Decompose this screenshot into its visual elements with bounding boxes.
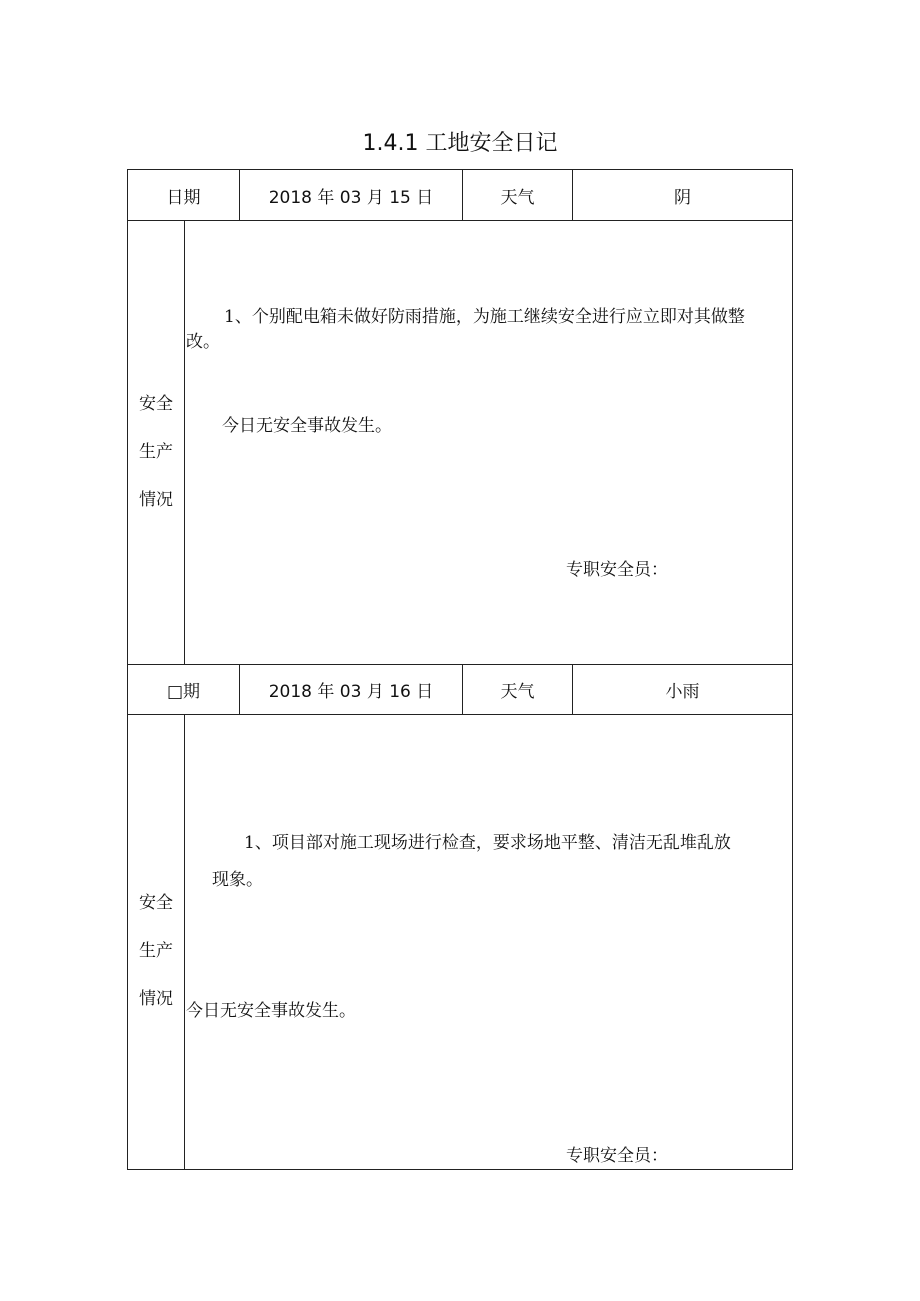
date-value: 2018 年 03 月 16 日: [268, 682, 434, 702]
column-divider: [184, 220, 185, 665]
date-label: 日期: [166, 187, 201, 208]
table-border-right: [792, 169, 793, 1170]
weather-label: 天气: [500, 682, 535, 702]
item-text: 1、个别配电箱未做好防雨措施，为施工继续安全进行应立即对其做整: [224, 307, 745, 327]
date-value: 2018 年 03 月 15 日: [268, 187, 434, 208]
safety-officer-label: 专职安全员：: [566, 1146, 668, 1166]
safety-production-label: 安全 生产 情况: [139, 394, 173, 510]
safety-production-label: 安全 生产 情况: [139, 893, 173, 1009]
date-label: □期: [166, 682, 201, 702]
item-text-continued: 改。: [186, 332, 220, 352]
row-divider: [127, 220, 793, 221]
page-title: 1.4.1 工地安全日记: [362, 131, 558, 156]
row-divider: [127, 714, 793, 715]
safety-officer-label: 专职安全员：: [566, 560, 668, 580]
weather-value: 阴: [674, 187, 691, 208]
table-border-bottom: [127, 1169, 793, 1170]
item-text-continued: 现象。: [212, 870, 263, 890]
no-accident-note: 今日无安全事故发生。: [222, 416, 392, 436]
weather-label: 天气: [500, 187, 535, 208]
no-accident-note: 今日无安全事故发生。: [186, 1001, 356, 1021]
item-text: 1、项目部对施工现场进行检查，要求场地平整、清洁无乱堆乱放: [244, 833, 731, 853]
column-divider: [184, 714, 185, 1170]
weather-value: 小雨: [665, 682, 700, 702]
